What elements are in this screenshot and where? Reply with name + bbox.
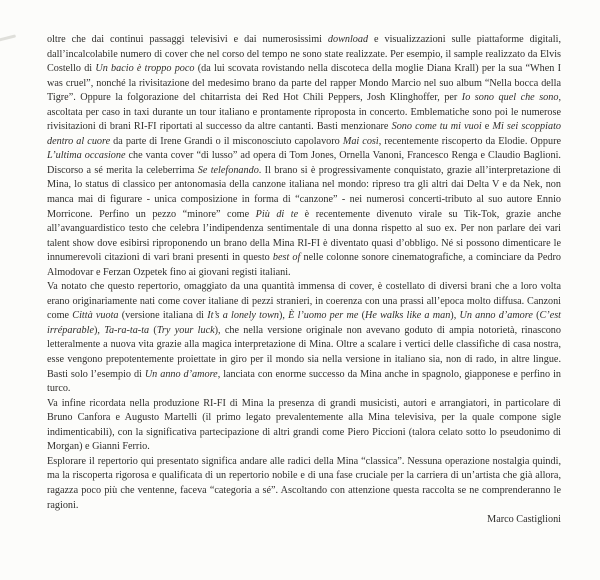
italic-title-run: Mi sei scoppiato dentro al cuore bbox=[47, 121, 561, 147]
text-run: ( bbox=[532, 310, 540, 322]
text-run: Va infine ricordata nella produzione RI-FI di Mina la presenza di grandi musicisti, autori e arrangiatori, in particolare di Bruno Canfora e Augusto Martelli (il primo legato prevalentemente alla Mina televisiva, per la quale compone sigle indimenticabili), con la significativa partecipazione di altri grandi come Piero Piccioni (talora celato sotto lo pseudonimo di Morgan) e Gianni Ferrio. bbox=[47, 397, 561, 453]
paragraph bbox=[47, 397, 561, 455]
italic-title-run: Se telefonando bbox=[197, 164, 259, 176]
italic-title-run: best of bbox=[272, 252, 301, 264]
text-run: che vanta cover “di lusso” ad opera di Tom Jones, Ornella Vanoni, Francesco Renga e Claudio Baglioni. Discorso a sé merita la celeberrima bbox=[47, 150, 561, 176]
text-run: nelle colonne sonore cinematografiche, a cominciare da Pedro Almodovar e Ferzan Ozpetek fino ai giovani registi italiani. bbox=[47, 252, 561, 278]
text-run: , recentemente riscoperto da Elodie. Oppure bbox=[378, 135, 561, 147]
italic-title-run: Città vuota bbox=[72, 310, 119, 322]
text-run: , lanciata con enorme successo da Mina anche in spagnolo, giapponese e perfino in turco. bbox=[47, 368, 561, 395]
text-run: è recentemente divenuto virale su Tik-Tok, grazie anche all’avanguardistico testo che celebra l’indipendenza sentimentale di una donna rispetto al suo ex. Per non parlare dei vari talent show dove esibirsi riproponendo un brano della Mina RI-FI è diventato quasi d’obbligo. Né si possono dimenticare le innumerevoli citazioni di vari brani presenti in questo bbox=[47, 208, 561, 264]
italic-title-run: L’ultima occasione bbox=[47, 150, 126, 162]
italic-title-run: Un anno d’amore bbox=[459, 310, 533, 322]
paragraph bbox=[47, 280, 561, 396]
italic-title-run: Più di te bbox=[255, 208, 299, 220]
author-signature: Marco Castiglioni bbox=[487, 514, 561, 526]
text-run: oltre che dai continui passaggi televisivi e dai numerosissimi bbox=[47, 34, 328, 45]
text-run: ), bbox=[278, 310, 289, 322]
text-run: ), bbox=[93, 324, 105, 336]
text-run: Va notato che questo repertorio, omaggiato da una quantità immensa di cover, è costellato di diversi brani che a loro volta erano originariamente nati come cover italiane di pezzi stranieri, in coerenza con una prassi all’epoca molto diffusa. Canzoni come bbox=[47, 281, 561, 322]
text-run: (versione italiana di bbox=[118, 310, 208, 322]
text-run: Esplorare il repertorio qui presentato significa andare alle radici della Mina “classica”. Nessuna operazione nostalgia quindi, ma la riscoperta rigorosa e qualificata di un repertorio nobile e di una fase cruciale per la carriera di un’artista che già allora, ragazza poco più che ventenne, faceva “categoria a sé”. Ascoltando con attenzione questa raccolta se ne comprenderanno le ragioni. bbox=[47, 455, 561, 511]
text-run: da parte di Irene Grandi o il misconosciuto capolavoro bbox=[110, 135, 343, 147]
italic-title-run: È l’uomo per me bbox=[288, 310, 359, 322]
text-run: ( bbox=[149, 324, 157, 336]
italic-title-run: Ta-ra-ta-ta bbox=[104, 324, 150, 336]
scan-artifact-mark bbox=[0, 34, 16, 42]
liner-notes-text bbox=[47, 33, 561, 528]
italic-title-run: Mai così bbox=[342, 135, 379, 147]
italic-title-run: It’s a lonely town bbox=[207, 310, 279, 322]
text-run: ), bbox=[450, 310, 460, 322]
italic-title-run: He walks like a man bbox=[364, 310, 451, 322]
text-run: e visualizzazioni sulle piattaforme digitali, dall’incalcolabile numero di cover che nel corso del tempo ne sono state realizzate. Per esempio, il sample realizzato da Elvis Costello di bbox=[47, 34, 561, 75]
italic-title-run: Io sono quel che sono bbox=[461, 92, 559, 104]
paragraph bbox=[47, 455, 561, 513]
italic-title-run: Un anno d’amore bbox=[144, 368, 218, 380]
italic-title-run: C’est irréparable bbox=[47, 310, 562, 336]
paragraphs-container bbox=[47, 33, 561, 513]
italic-title-run: Sono come tu mi vuoi bbox=[391, 121, 482, 133]
text-run: . Il brano si è progressivamente conquistato, grazie all’interpretazione di Mina, lo status di classico per antonomasia della canzone italiana nel mondo: ripreso tra gli altri dai Delta V e da Nek, non manca mai di figurare - unica composizione in forma di “canzone” - nei numerosi concerti-tributo al suo autore Ennio Morricone. Perfino un pezzo “minore” come bbox=[47, 164, 562, 220]
text-run: ( bbox=[358, 310, 365, 322]
text-run: (da lui scovata rovistando nella discoteca della moglie Diana Krall) per la sua “When I was cruel”, nonché la rivisitazione del medesimo brano da parte del rapper Mondo Marcio nel suo album “Nella bocca della Tigre”. Oppure la folgorazione del chitarrista dei Red Hot Chili Peppers, Josh Klinghoffer, per bbox=[47, 63, 562, 104]
italic-title-run: Try your luck bbox=[156, 324, 215, 336]
text-run: e bbox=[481, 121, 493, 133]
paragraph bbox=[47, 33, 561, 280]
text-run: ), che nella versione originale non avevano goduto di ampia notorietà, rinascono letteralmente a nuova vita grazie alla magica interpretazione di Mina. Oltre a scalare i vertici delle classifiche di casa nostra, esse vengono prepotentemente proiettate in giro per il mondo sia nella versione in italiano sia, non di rado, in altre lingue. Basti solo l’esempio di bbox=[47, 324, 561, 380]
italic-title-run: download bbox=[327, 34, 369, 45]
italic-title-run: Un bacio è troppo poco bbox=[95, 63, 195, 75]
text-run: , ascoltata per caso in taxi durante un tour italiano e prontamente riproposta in concerto. Emblematiche sono poi le numerose rivisitazioni di brani RI-FI riportati al successo da altre cantanti. Basti menzionare bbox=[47, 92, 561, 133]
